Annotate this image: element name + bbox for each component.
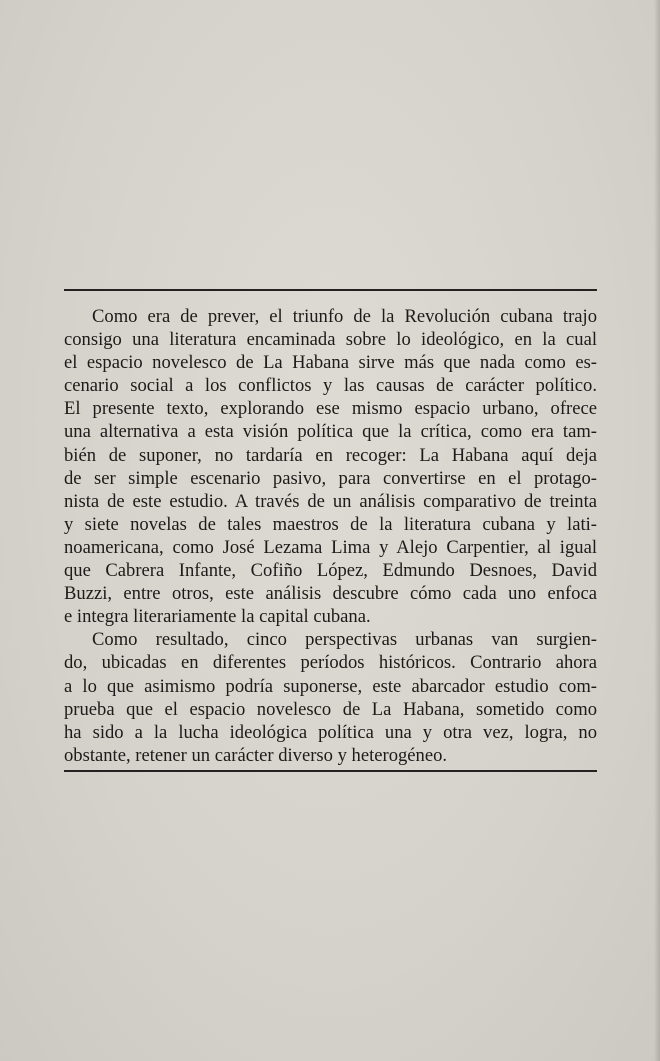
blurb-line: cenario social a los conflictos y las causas de carácter político. — [64, 375, 597, 397]
blurb-line: el espacio novelesco de La Habana sirve más que nada como es- — [64, 352, 597, 374]
blurb-line: prueba que el espacio novelesco de La Habana, sometido como — [64, 698, 597, 720]
blurb-line: Buzzi, entre otros, este análisis descubre cómo cada uno enfoca — [64, 583, 597, 605]
blurb-line: y siete novelas de tales maestros de la literatura cubana y lati- — [64, 513, 597, 535]
blurb-line: bién de suponer, no tardaría en recoger: La Habana aquí deja — [64, 444, 597, 466]
blurb-line: do, ubicadas en diferentes períodos históricos. Contrario ahora — [64, 652, 597, 674]
bottom-divider-rule — [64, 770, 597, 772]
blurb-paragraph-2 — [64, 628, 597, 767]
blurb-line: Como era de prever, el triunfo de la Revolución cubana trajo — [92, 306, 597, 327]
blurb-paragraph-1 — [64, 305, 597, 628]
blurb-line: El presente texto, explorando ese mismo espacio urbano, ofrece — [64, 398, 597, 420]
blurb-line: noamericana, como José Lezama Lima y Alejo Carpentier, al igual — [64, 536, 597, 558]
blurb-line: Como resultado, cinco perspectivas urbanas van surgien- — [92, 629, 597, 651]
cover-blurb — [64, 305, 597, 767]
page-edge-shadow — [654, 0, 660, 1061]
blurb-line: ha sido a la lucha ideológica política una y otra vez, logra, no — [64, 721, 597, 743]
blurb-line: a lo que asimismo podría suponerse, este abarcador estudio com- — [64, 675, 597, 697]
blurb-line: obstante, retener un carácter diverso y heterogéneo. — [64, 744, 448, 766]
blurb-line: una alternativa a esta visión política que la crítica, como era tam- — [64, 421, 597, 443]
blurb-line: que Cabrera Infante, Cofiño López, Edmundo Desnoes, David — [64, 560, 597, 582]
blurb-line: e integra literariamente la capital cubana. — [64, 606, 371, 628]
blurb-line: consigo una literatura encaminada sobre lo ideológico, en la cual — [64, 329, 597, 351]
blurb-line: de ser simple escenario pasivo, para convertirse en el protago- — [64, 467, 597, 489]
blurb-line: nista de este estudio. A través de un análisis comparativo de treinta — [64, 490, 597, 512]
top-divider-rule — [64, 289, 597, 291]
